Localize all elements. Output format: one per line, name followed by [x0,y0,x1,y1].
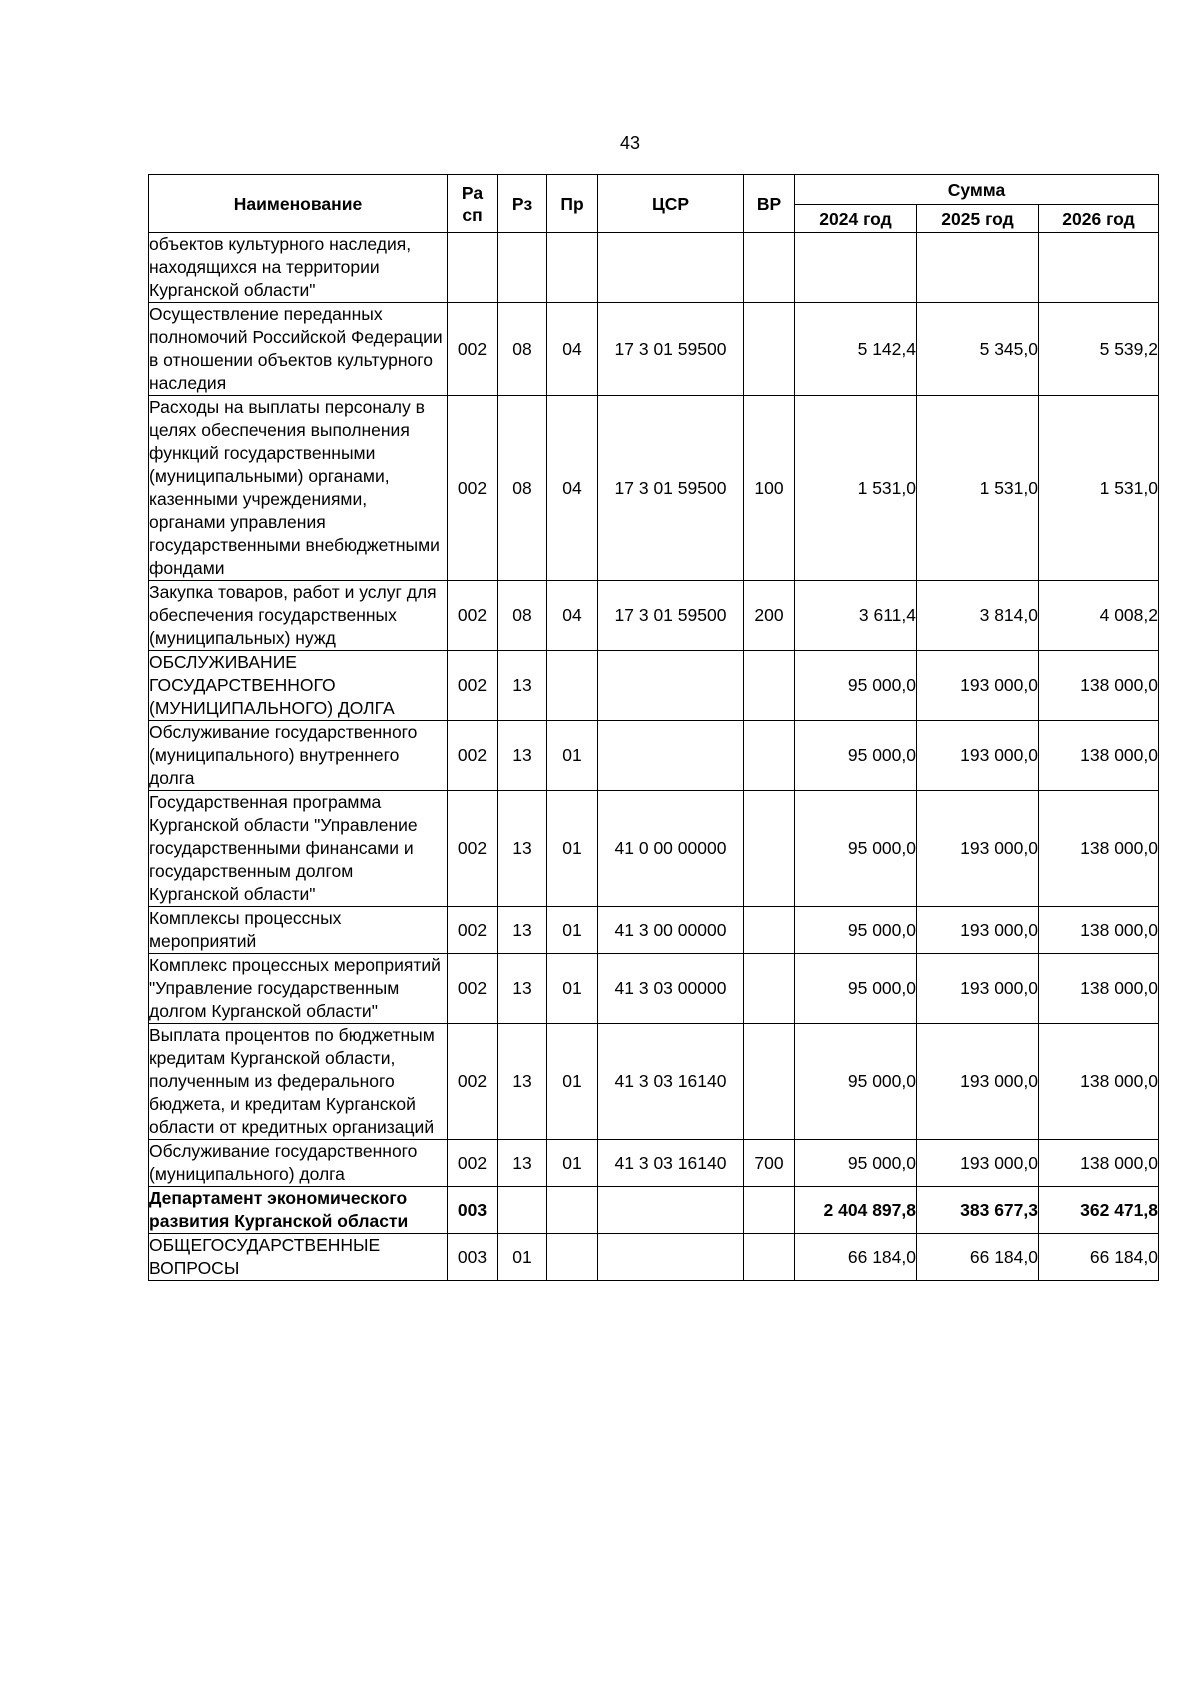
cell-name: Выплата процентов по бюджетным кредитам Курганской области, полученным из федерального бюджета, и кредитам Курганской области от кредитных организаций [149,1024,448,1140]
cell-2025: 193 000,0 [917,1024,1039,1140]
cell-2025: 3 814,0 [917,581,1039,651]
cell-csr [598,721,744,791]
header-year-2024: 2024 год [795,205,917,233]
cell-name: объектов культурного наследия, находящихся на территории Курганской области" [149,233,448,303]
cell-csr [598,1187,744,1234]
cell-csr [598,651,744,721]
cell-rasp: 002 [448,651,498,721]
cell-pr [547,233,598,303]
header-pr: Пр [547,175,598,233]
cell-pr: 01 [547,1024,598,1140]
cell-rasp: 003 [448,1234,498,1281]
cell-rz: 13 [498,721,547,791]
cell-2026: 138 000,0 [1039,1140,1159,1187]
cell-csr: 41 3 03 16140 [598,1024,744,1140]
cell-2024: 95 000,0 [795,721,917,791]
cell-2026: 4 008,2 [1039,581,1159,651]
table-row [149,791,1159,907]
table-body [149,233,1159,1281]
cell-2024: 1 531,0 [795,396,917,581]
cell-vr: 100 [744,396,795,581]
table-row [149,233,1159,303]
cell-rasp: 003 [448,1187,498,1234]
cell-rz: 08 [498,396,547,581]
cell-2025: 193 000,0 [917,651,1039,721]
cell-2025: 193 000,0 [917,721,1039,791]
table-row [149,721,1159,791]
cell-2024: 95 000,0 [795,907,917,954]
header-rasp [448,175,498,233]
cell-vr [744,954,795,1024]
budget-table [148,174,1159,1281]
cell-pr: 01 [547,791,598,907]
cell-name: Закупка товаров, работ и услуг для обеспечения государственных (муниципальных) нужд [149,581,448,651]
header-year-2026: 2026 год [1039,205,1159,233]
header-rasp-line2: сп [462,204,483,225]
cell-name: Государственная программа Курганской области "Управление государственными финансами и государственным долгом Курганской области" [149,791,448,907]
cell-vr [744,1234,795,1281]
table-row [149,651,1159,721]
cell-pr: 04 [547,303,598,396]
cell-2024: 2 404 897,8 [795,1187,917,1234]
cell-2025: 193 000,0 [917,1140,1039,1187]
cell-2025: 383 677,3 [917,1187,1039,1234]
cell-name: Комплекс процессных мероприятий "Управление государственным долгом Курганской области" [149,954,448,1024]
cell-vr [744,721,795,791]
cell-name: Комплексы процессных мероприятий [149,907,448,954]
table-row [149,396,1159,581]
cell-vr [744,303,795,396]
cell-2024 [795,233,917,303]
cell-name: Осуществление переданных полномочий Российской Федерации в отношении объектов культурного наследия [149,303,448,396]
cell-rz: 13 [498,954,547,1024]
cell-csr [598,233,744,303]
cell-pr: 01 [547,907,598,954]
cell-rasp: 002 [448,581,498,651]
cell-name: Обслуживание государственного (муниципального) долга [149,1140,448,1187]
header-vr: ВР [744,175,795,233]
cell-2024: 95 000,0 [795,651,917,721]
cell-vr [744,651,795,721]
cell-2026 [1039,233,1159,303]
cell-vr [744,1187,795,1234]
cell-csr [598,1234,744,1281]
cell-rz: 13 [498,1024,547,1140]
header-rz: Рз [498,175,547,233]
cell-rz: 08 [498,581,547,651]
cell-2026: 5 539,2 [1039,303,1159,396]
cell-rasp: 002 [448,1140,498,1187]
table-row [149,1024,1159,1140]
cell-2026: 138 000,0 [1039,1024,1159,1140]
cell-2024: 95 000,0 [795,1140,917,1187]
table-row [149,581,1159,651]
cell-rz: 08 [498,303,547,396]
cell-name: Департамент экономического развития Курганской области [149,1187,448,1234]
table-row [149,1140,1159,1187]
cell-2024: 95 000,0 [795,954,917,1024]
cell-rasp: 002 [448,303,498,396]
cell-csr: 41 3 00 00000 [598,907,744,954]
cell-2025: 193 000,0 [917,791,1039,907]
cell-vr [744,791,795,907]
cell-2024: 3 611,4 [795,581,917,651]
cell-name: Обслуживание государственного (муниципального) внутреннего долга [149,721,448,791]
cell-2026: 362 471,8 [1039,1187,1159,1234]
cell-rz: 13 [498,651,547,721]
cell-rasp: 002 [448,721,498,791]
cell-rasp: 002 [448,396,498,581]
cell-2026: 138 000,0 [1039,651,1159,721]
cell-2026: 138 000,0 [1039,721,1159,791]
header-year-2025: 2025 год [917,205,1039,233]
cell-2025: 66 184,0 [917,1234,1039,1281]
cell-pr [547,651,598,721]
cell-pr: 01 [547,954,598,1024]
cell-name: Расходы на выплаты персоналу в целях обеспечения выполнения функций государственными (муниципальными) органами, казенными учреждениями, органами управления государственными внебюджетными фондами [149,396,448,581]
cell-2026: 1 531,0 [1039,396,1159,581]
header-sum: Сумма [795,175,1159,205]
cell-name: ОБЩЕГОСУДАРСТВЕННЫЕ ВОПРОСЫ [149,1234,448,1281]
cell-pr [547,1234,598,1281]
table-row [149,1234,1159,1281]
cell-vr: 700 [744,1140,795,1187]
table-row [149,303,1159,396]
cell-2024: 95 000,0 [795,791,917,907]
cell-pr: 04 [547,581,598,651]
cell-csr: 17 3 01 59500 [598,303,744,396]
cell-2025 [917,233,1039,303]
cell-2024: 66 184,0 [795,1234,917,1281]
cell-vr [744,233,795,303]
header-name: Наименование [149,175,448,233]
cell-2025: 193 000,0 [917,907,1039,954]
table-row [149,1187,1159,1234]
header-csr: ЦСР [598,175,744,233]
cell-2025: 193 000,0 [917,954,1039,1024]
cell-pr: 01 [547,721,598,791]
cell-rz: 13 [498,907,547,954]
cell-pr [547,1187,598,1234]
cell-csr: 41 3 03 16140 [598,1140,744,1187]
cell-csr: 17 3 01 59500 [598,581,744,651]
page-number: 43 [619,133,641,153]
cell-rasp [448,233,498,303]
cell-name: ОБСЛУЖИВАНИЕ ГОСУДАРСТВЕННОГО (МУНИЦИПАЛЬНОГО) ДОЛГА [149,651,448,721]
cell-2026: 138 000,0 [1039,954,1159,1024]
cell-rz: 13 [498,791,547,907]
cell-2024: 5 142,4 [795,303,917,396]
cell-csr: 17 3 01 59500 [598,396,744,581]
cell-vr: 200 [744,581,795,651]
cell-2025: 1 531,0 [917,396,1039,581]
cell-vr [744,907,795,954]
header-rasp-line1: Ра [461,182,484,203]
table-header [149,175,1159,233]
cell-2026: 138 000,0 [1039,907,1159,954]
cell-pr: 04 [547,396,598,581]
cell-2024: 95 000,0 [795,1024,917,1140]
cell-rasp: 002 [448,791,498,907]
cell-csr: 41 3 03 00000 [598,954,744,1024]
cell-rasp: 002 [448,1024,498,1140]
cell-rasp: 002 [448,907,498,954]
cell-pr: 01 [547,1140,598,1187]
table-row [149,954,1159,1024]
cell-2025: 5 345,0 [917,303,1039,396]
cell-csr: 41 0 00 00000 [598,791,744,907]
cell-2026: 138 000,0 [1039,791,1159,907]
cell-rz: 01 [498,1234,547,1281]
cell-rasp: 002 [448,954,498,1024]
cell-rz [498,1187,547,1234]
cell-rz [498,233,547,303]
cell-rz: 13 [498,1140,547,1187]
table-row [149,907,1159,954]
cell-2026: 66 184,0 [1039,1234,1159,1281]
cell-vr [744,1024,795,1140]
